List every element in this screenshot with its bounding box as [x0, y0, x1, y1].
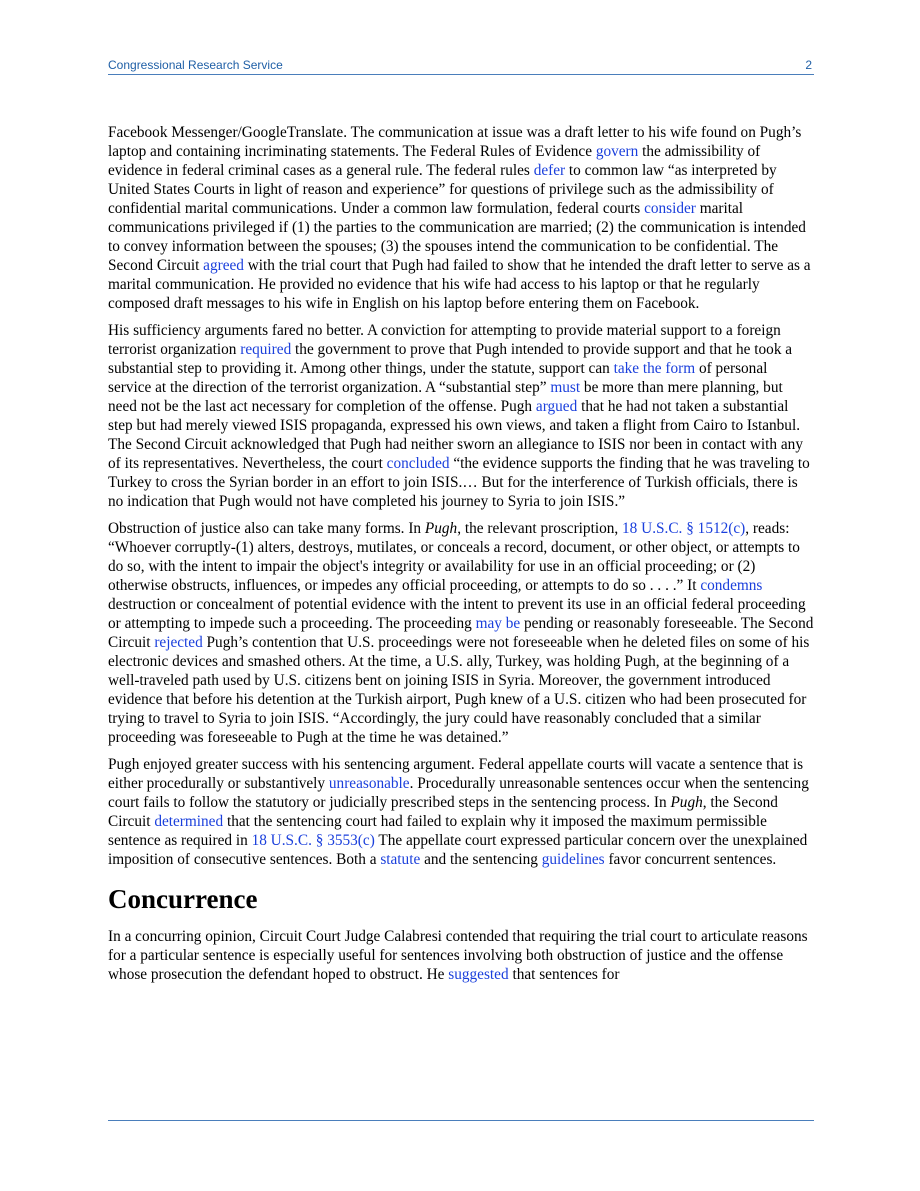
link-guidelines[interactable]: guidelines — [541, 851, 605, 868]
link-may-be[interactable]: may be — [475, 615, 521, 632]
footer-divider — [108, 1120, 814, 1121]
paragraph — [108, 927, 814, 984]
paragraph — [108, 321, 814, 511]
link-take-the-form[interactable]: take the form — [613, 360, 696, 377]
text: the admissibility of evidence in federal criminal cases as a general rule. The federal rules — [108, 143, 761, 179]
link-suggested[interactable]: suggested — [448, 966, 509, 983]
link-argued[interactable]: argued — [535, 398, 578, 415]
paragraph — [108, 123, 814, 313]
text: destruction or concealment of potential evidence with the intent to prevent its use in an official federal proceeding or attempting to impede such a proceeding. The proceeding — [108, 596, 806, 632]
text: favor concurrent sentences. — [604, 851, 777, 868]
text: His sufficiency arguments fared no better. A conviction for attempting to provide material support to a foreign terrorist organization — [108, 322, 781, 358]
text: that the sentencing court had failed to explain why it imposed the maximum permissible sentence as required in — [108, 813, 767, 849]
text: pending or reasonably foreseeable. The Second Circuit — [108, 615, 814, 651]
text: with the trial court that Pugh had failed to show that he intended the draft letter to serve as a marital communication. He provided no evidence that his wife had access to his laptop or that he regularly composed draft messages to his wife in English on his laptop before entering them on Facebook. — [108, 257, 811, 312]
text: , the relevant proscription, — [457, 520, 623, 537]
link-defer[interactable]: defer — [533, 162, 566, 179]
link-agreed[interactable]: agreed — [203, 257, 244, 274]
link-18-usc-1512c[interactable]: 18 U.S.C. § 1512(c) — [622, 520, 746, 537]
section-heading: Concurrence — [108, 884, 258, 914]
link-unreasonable[interactable]: unreasonable — [328, 775, 410, 792]
text: and the sentencing — [420, 851, 542, 868]
link-govern[interactable]: govern — [595, 143, 639, 160]
link-condemns[interactable]: condemns — [700, 577, 763, 594]
text: In a concurring opinion, Circuit Court Judge Calabresi contended that requiring the trial court to articulate reasons for a particular sentence is especially useful for sentences involving both obstruction of justice and the offense whose prosecution the defendant hoped to obstruct. He — [108, 928, 808, 983]
text: . Procedurally unreasonable sentences occur when the sentencing court fails to follow the statutory or judicially prescribed steps in the sentencing process. In — [108, 775, 809, 811]
text: The appellate court expressed particular concern over the unexplained imposition of consecutive sentences. Both a — [108, 832, 808, 868]
paragraph — [108, 755, 814, 869]
text: “the evidence supports the finding that he was traveling to Turkey to cross the Syrian border in an effort to join ISIS.… But for the interference of Turkish officials, there is no indication that Pugh would not have completed his journey to Syria to join ISIS.” — [108, 455, 810, 510]
link-determined[interactable]: determined — [154, 813, 224, 830]
case-name: Pugh — [424, 520, 458, 537]
text: Pugh enjoyed greater success with his sentencing argument. Federal appellate courts will vacate a sentence that is either procedurally or substantively — [108, 756, 804, 792]
text: Pugh’s contention that U.S. proceedings were not foreseeable when he deleted files on some of his electronic devices and smashed others. At the time, a U.S. ally, Turkey, was holding Pugh, at the beginning of a well-traveled path used by U.S. citizens bent on joining ISIS in Syria. Moreover, the government introduced evidence that before his detention at the Turkish airport, Pugh knew of a U.S. citizen who had been prosecuted for trying to travel to Syria to join ISIS. “Accordingly, the jury could have reasonably concluded that a similar proceeding was foreseeable to Pugh at the time he was detained.” — [108, 634, 810, 746]
text: that sentences for — [508, 966, 620, 983]
text: to common law “as interpreted by United States Courts in light of reason and experience” for questions of privilege such as the admissibility of confidential marital communications. Under a common law formulation, federal courts — [108, 162, 777, 217]
header-page-number: 2 — [805, 58, 812, 72]
link-concluded[interactable]: concluded — [386, 455, 450, 472]
header-org-name: Congressional Research Service — [108, 58, 283, 72]
link-consider[interactable]: consider — [644, 200, 696, 217]
text: , reads: “Whoever corruptly-(1) alters, destroys, mutilates, or conceals a record, document, or other object, or attempts to do so, with the intent to impair the object's integrity or availability for use in an official proceeding; or (2) otherwise obstructs, influences, or impedes any official proceeding, or attempts to do so . . . .” It — [108, 520, 800, 594]
text: , the Second Circuit — [108, 794, 778, 830]
text: that he had not taken a substantial step but had merely viewed ISIS propaganda, expressed his own views, and taken a flight from Cairo to Istanbul. The Second Circuit acknowledged that Pugh had neither sworn an allegiance to ISIS nor been in contact with any of its representatives. Nevertheless, the court — [108, 398, 803, 472]
link-18-usc-3553c[interactable]: 18 U.S.C. § 3553(c) — [251, 832, 375, 849]
link-required[interactable]: required — [240, 341, 292, 358]
text: Facebook Messenger/GoogleTranslate. The communication at issue was a draft letter to his wife found on Pugh’s laptop and containing incriminating statements. The Federal Rules of Evidence — [108, 124, 802, 160]
text: be more than mere planning, but need not be the last act necessary for completion of the offense. Pugh — [108, 379, 783, 415]
text: marital communications privileged if (1) the parties to the communication are married; (2) the communication is intended to convey information between the spouses; (3) the spouses intend the communication to be confidential. The Second Circuit — [108, 200, 806, 274]
text: of personal service at the direction of the terrorist organization. A “substantial step” — [108, 360, 768, 396]
paragraph — [108, 519, 814, 747]
page-header — [108, 57, 814, 75]
link-rejected[interactable]: rejected — [154, 634, 203, 651]
text: the government to prove that Pugh intended to provide support and that he took a substantial step to providing it. Among other things, under the statute, support can — [108, 341, 793, 377]
case-name: Pugh — [670, 794, 703, 811]
text: Obstruction of justice also can take many forms. In — [108, 520, 425, 537]
link-statute[interactable]: statute — [380, 851, 421, 868]
link-must[interactable]: must — [550, 379, 581, 396]
document-body — [108, 123, 814, 992]
